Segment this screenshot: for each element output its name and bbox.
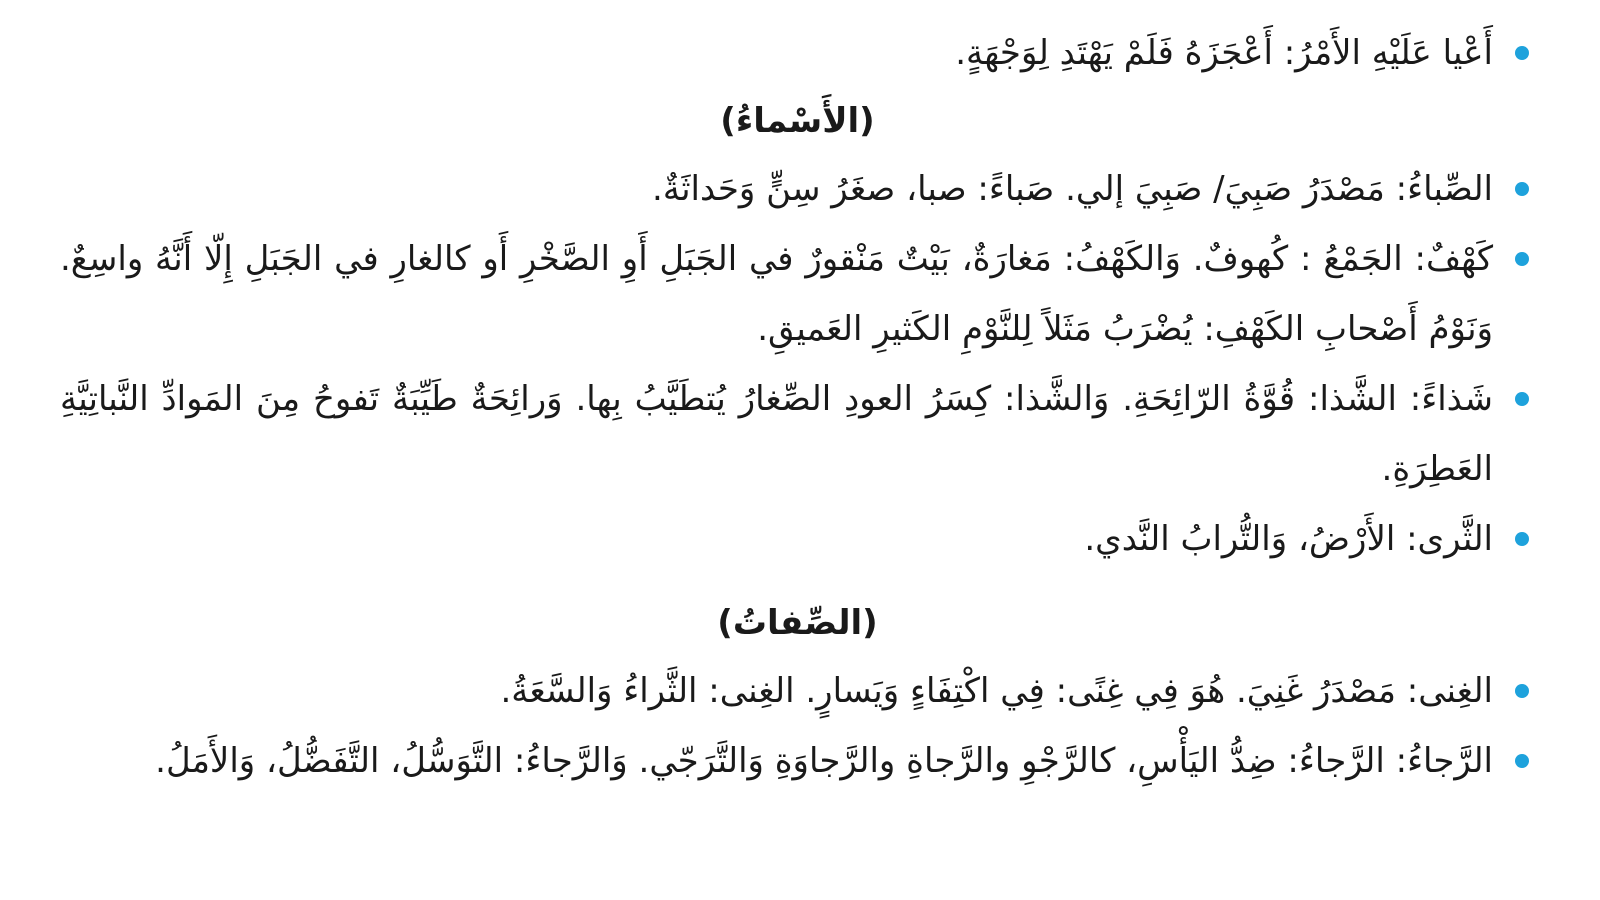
section-heading-adjectives: (الصِّفاتُ) [717,603,878,643]
entry-list-item [60,656,1535,726]
entry-text: الغِنى: مَصْدَرُ غَنِيَ. هُوَ فِي غِنًى: فِي اكْتِفَاءٍ وَيَسارٍ. الغِنى: الثَّراءُ وَالسَّعَةُ. [500,671,1493,711]
bullet-icon [1515,684,1529,698]
bullet-icon [1515,46,1529,60]
entry-list-item [60,364,1535,504]
entry-text: أَعْيا عَلَيْهِ الأَمْرُ: أَعْجَزَهُ فَلَمْ يَهْتَدِ لِوَجْهَةٍ. [955,33,1493,73]
entry-list-item [60,504,1535,574]
nouns-entry-list [60,154,1535,574]
entry-text: شَذاءً: الشَّذا: قُوَّةُ الرّائِحَةِ. وَالشَّذا: كِسَرُ العودِ الصِّغارُ يُتطَيَّبُ بِها. وَرائِحَةٌ طَيِّبَةٌ تَفوحُ مِنَ المَوادِّ النَّباتِيَّةِ العَطِرَةِ. [60,379,1493,489]
dictionary-page [60,18,1535,796]
entry-list-item [60,726,1535,796]
bullet-icon [1515,754,1529,768]
entry-list-item [60,18,1535,88]
bullet-icon [1515,532,1529,546]
entry-text: الثَّرى: الأَرْضُ، وَالتُّرابُ النَّدي. [1084,519,1493,559]
entry-text: الرَّجاءُ: الرَّجاءُ: ضِدُّ اليَأْسِ، كالرَّجْوِ والرَّجاةِ والرَّجاوَةِ وَالتَّرَجّي. وَالرَّجاءُ: التَّوَسُّلُ، التَّفَضُّلُ، وَالأَمَلُ. [155,741,1493,781]
intro-entry-list [60,18,1535,88]
bullet-icon [1515,182,1529,196]
entry-list-item [60,224,1535,364]
adjectives-entry-list [60,656,1535,796]
bullet-icon [1515,392,1529,406]
bullet-icon [1515,252,1529,266]
entry-text: الصِّباءُ: مَصْدَرُ صَبِيَ/ صَبِيَ إلي. صَباءً: صبا، صغَرُ سِنٍّ وَحَداثَةٌ. [652,169,1493,209]
entry-text: كَهْفٌ: الجَمْعُ : كُهوفٌ. وَالكَهْفُ: مَغارَةٌ، بَيْتٌ مَنْقورٌ في الجَبَلِ أَوِ الصَّخْرِ أَو كالغارِ في الجَبَلِ إِلّا أَنَّهُ واسِعٌ. وَنَوْمُ أَصْحابِ الكَهْفِ: يُضْرَبُ مَثَلاً لِلنَّوْمِ الكَثيرِ العَميقِ. [60,239,1493,349]
section-heading-nouns: (الأَسْماءُ) [720,101,875,141]
entry-list-item [60,154,1535,224]
